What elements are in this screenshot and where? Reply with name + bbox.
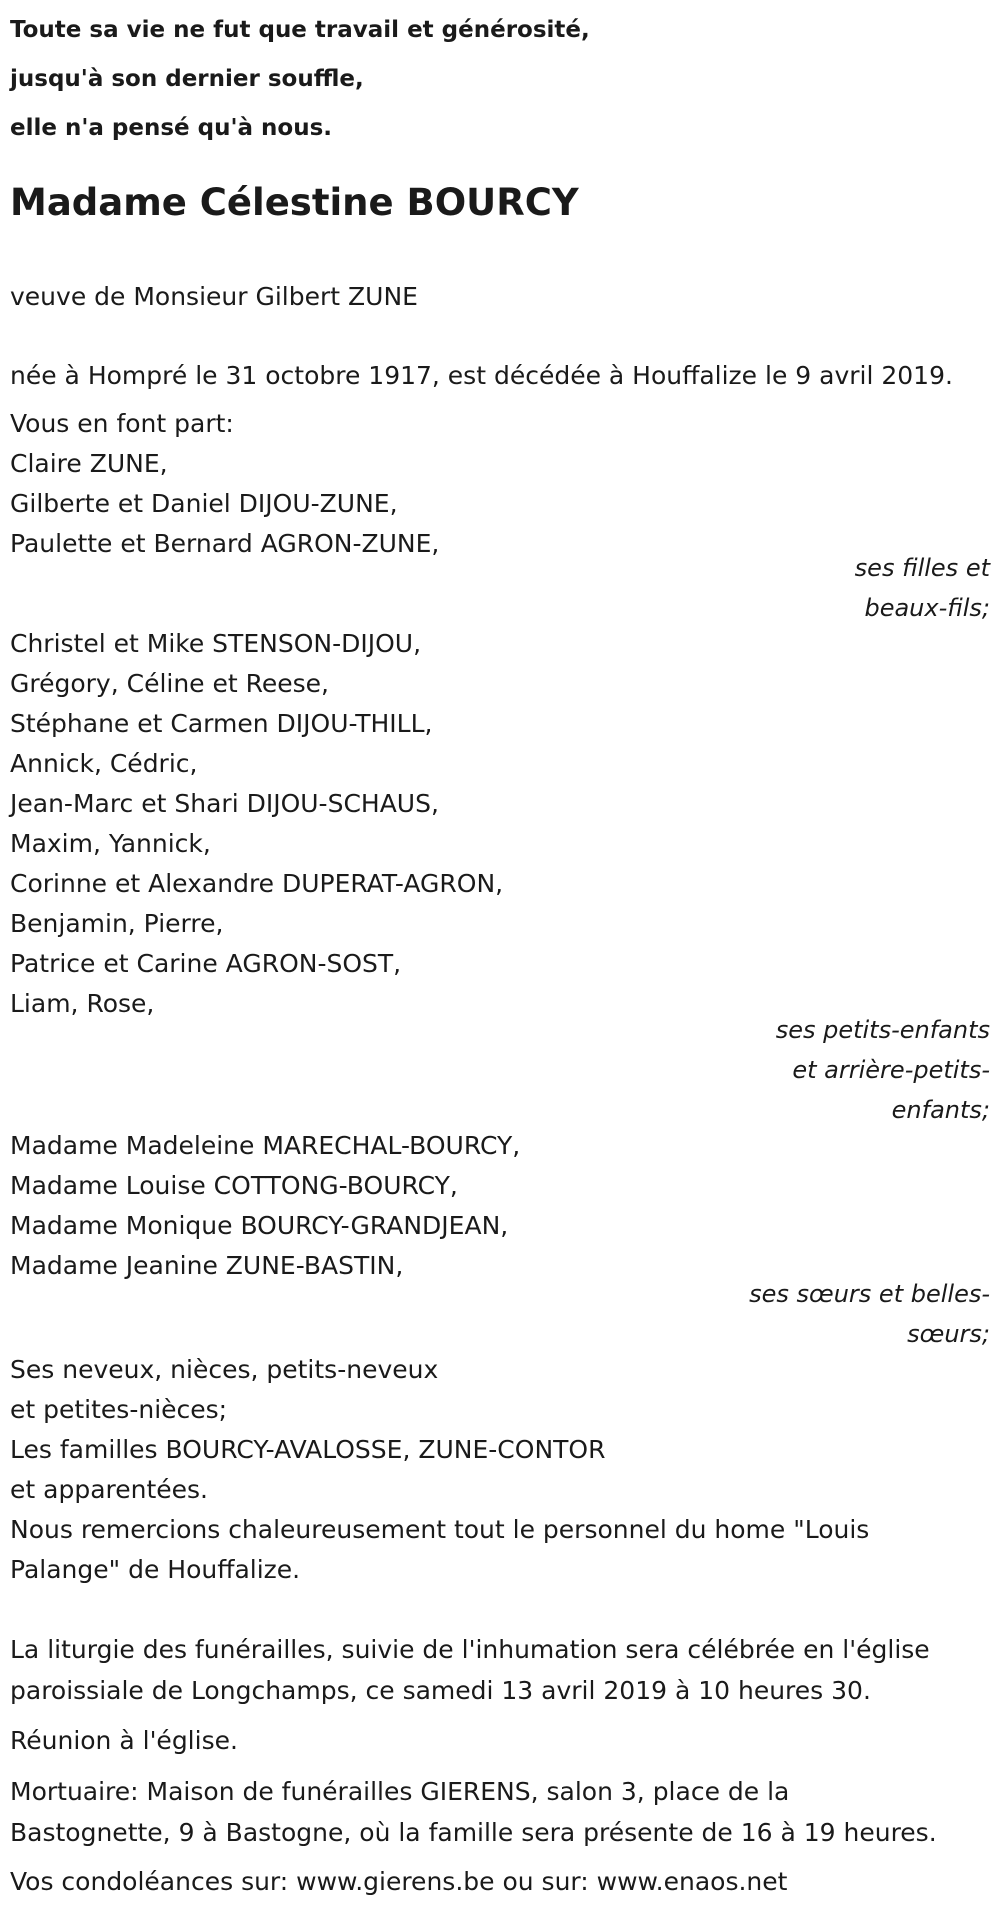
liturgy-paragraph xyxy=(10,1629,995,1711)
epigraph-line: elle n'a pensé qu'à nous. xyxy=(10,115,333,141)
sisters-relation: ses sœurs et belles- xyxy=(749,1280,990,1308)
daughters-relation: beaux-fils; xyxy=(864,594,990,622)
list-item: Gilberte et Daniel DIJOU-ZUNE, xyxy=(10,489,398,518)
mortuary-line: Bastognette, 9 à Bastogne, où la famille sera présente de 16 à 19 heures. xyxy=(10,1818,937,1847)
list-item: Maxim, Yannick, xyxy=(10,829,211,858)
announced-by: Vous en font part: xyxy=(10,409,234,438)
liturgy-line: La liturgie des funérailles, suivie de l'inhumation sera célébrée en l'église xyxy=(10,1635,930,1664)
list-item: Grégory, Céline et Reese, xyxy=(10,669,330,698)
daughters-list xyxy=(10,444,439,564)
daughters-relation: ses filles et xyxy=(854,554,990,582)
list-item: Benjamin, Pierre, xyxy=(10,909,224,938)
list-item: Jean-Marc et Shari DIJOU-SCHAUS, xyxy=(10,789,439,818)
epigraph xyxy=(10,6,590,153)
grandchildren-relation: et arrière-petits- xyxy=(792,1056,990,1084)
epigraph-line: Toute sa vie ne fut que travail et générosité, xyxy=(10,17,590,43)
meeting-note: Réunion à l'église. xyxy=(10,1726,238,1755)
grandchildren-relation: enfants; xyxy=(891,1096,990,1124)
birth-death-line: née à Hompré le 31 octobre 1917, est décédée à Houffalize le 9 avril 2019. xyxy=(10,361,953,390)
mortuary-line: Mortuaire: Maison de funérailles GIERENS, salon 3, place de la xyxy=(10,1777,790,1806)
list-item: et petites-nièces; xyxy=(10,1395,228,1424)
list-item: Patrice et Carine AGRON-SOST, xyxy=(10,949,402,978)
list-item: Corinne et Alexandre DUPERAT-AGRON, xyxy=(10,869,504,898)
mortuary-paragraph xyxy=(10,1771,995,1853)
list-item: Liam, Rose, xyxy=(10,989,155,1018)
widow-of: veuve de Monsieur Gilbert ZUNE xyxy=(10,282,418,311)
list-item: Madame Louise COTTONG-BOURCY, xyxy=(10,1171,458,1200)
list-item: Nous remercions chaleureusement tout le personnel du home "Louis xyxy=(10,1515,870,1544)
list-item: et apparentées. xyxy=(10,1475,208,1504)
epigraph-line: jusqu'à son dernier souffle, xyxy=(10,66,364,92)
list-item: Stéphane et Carmen DIJOU-THILL, xyxy=(10,709,433,738)
grandchildren-list xyxy=(10,624,503,1024)
list-item: Christel et Mike STENSON-DIJOU, xyxy=(10,629,422,658)
sisters-list xyxy=(10,1126,520,1286)
deceased-name: Madame Célestine BOURCY xyxy=(10,181,579,224)
list-item: Palange" de Houffalize. xyxy=(10,1555,301,1584)
list-item: Madame Madeleine MARECHAL-BOURCY, xyxy=(10,1131,521,1160)
list-item: Madame Monique BOURCY-GRANDJEAN, xyxy=(10,1211,509,1240)
condolences-line: Vos condoléances sur: www.gierens.be ou sur: www.enaos.net xyxy=(10,1867,788,1896)
list-item: Annick, Cédric, xyxy=(10,749,198,778)
list-item: Claire ZUNE, xyxy=(10,449,168,478)
list-item: Ses neveux, nièces, petits-neveux xyxy=(10,1355,439,1384)
list-item: Les familles BOURCY-AVALOSSE, ZUNE-CONTOR xyxy=(10,1435,606,1464)
liturgy-line: paroissiale de Longchamps, ce samedi 13 avril 2019 à 10 heures 30. xyxy=(10,1676,871,1705)
sisters-relation: sœurs; xyxy=(907,1320,990,1348)
list-item: Madame Jeanine ZUNE-BASTIN, xyxy=(10,1251,404,1280)
list-item: Paulette et Bernard AGRON-ZUNE, xyxy=(10,529,440,558)
grandchildren-relation: ses petits-enfants xyxy=(775,1016,990,1044)
other-family-list xyxy=(10,1350,869,1590)
